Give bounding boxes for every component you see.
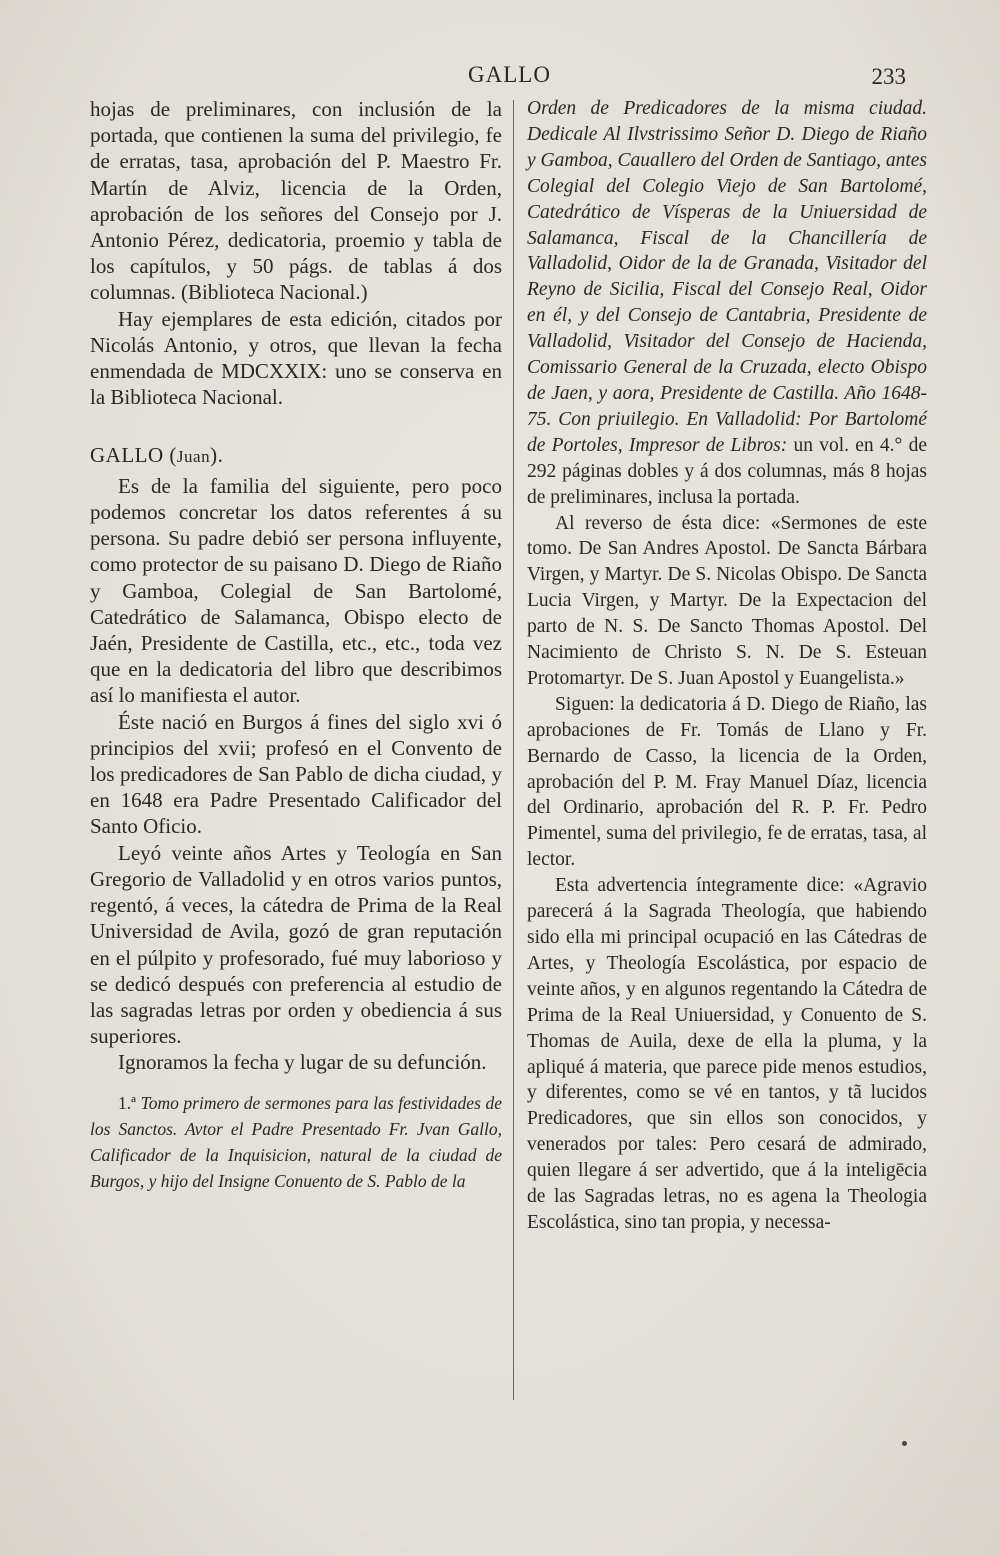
right-para-2: Siguen: la dedicatoria á D. Diego de Riaño, las aprobaciones de Fr. Tomás de Llano y Fr. Bernardo de Casso, la licencia de la Orden, aprobación del P. M. Fray Manuel Díaz, licencia del Ordinario, aprobación del R. P. Fr. Pedro Pimentel, suma del privilegio, fe de erratas, tasa, al lector. <box>527 693 927 871</box>
left-para-1: hojas de preliminares, con inclusión de la portada, que contienen la suma del privilegio, fe de erratas, tasa, aprobación del P. Maestro Fr. Martín de Alviz, licencia de la Orden, aprobación de los señores del Consejo por J. Antonio Pérez, dedicatoria, proemio y tabla de los capítulos, y 50 págs. de tablas á dos columnas. (Biblioteca Nacional.) <box>90 97 502 305</box>
heading-given-name: Juan <box>176 447 211 467</box>
entry-number: 1.ª <box>118 1092 136 1113</box>
heading-close: ). <box>210 443 224 468</box>
entry-title-cont: Orden de Predicadores de la misma ciudad. Dedicale Al Ilvstrissimo Señor D. Diego de Riaño y Gamboa, Cauallero del Orden de Santiago, antes Colegial del Colegio Viejo de San Bartolomé, Catedrático de Vísperas de la Uniuersidad de Salamanca, Fiscal de la Chancillería de Valladolid, Oidor de la de Granada, Visitador del Reyno de Sicilia, Fiscal del Consejo Real, Oidor en él, y del Consejo de Cantabria, Presidente de Valladolid, Visitador del Consejo de Hacienda, Comissario General de la Cruzada, electo Obispo de Jaen, y aora, Presidente de Castilla. Año 1648-75. Con priuilegio. En Valladolid: Por Bartolomé de Portoles, Impresor de Libros: <box>527 98 927 456</box>
left-para-4: Éste nació en Burgos á fines del siglo xvi ó principios del xvii; profesó en el Convento de los predicadores de San Pablo de dicha ciudad, y en 1648 era Padre Presentado Calificador del Santo Oficio. <box>90 709 502 839</box>
left-para-2: Hay ejemplares de esta edición, citados por Nicolás Antonio, y otros, que llevan la fecha enmendada de MDCXXIX: uno se conserva en la Biblioteca Nacional. <box>90 306 502 410</box>
entry-physical-description: un vol. en 4.° de 292 páginas dobles y á dos columnas, más 8 hojas de preliminares, inclusa la portada. <box>527 434 927 508</box>
running-title: GALLO <box>468 62 551 87</box>
heading-surname: GALLO ( <box>90 443 177 468</box>
entry-title: Tomo primero de sermones para las festividades de los Sanctos. Avtor el Padre Presentado Fr. Jvan Gallo, Calificador de la Inquisicion, natural de la ciudad de Burgos, y hijo del Insigne Conuento de S. Pablo de la <box>90 1092 503 1191</box>
ink-speck <box>902 1441 907 1446</box>
right-para-1: Al reverso de ésta dice: «Sermones de este tomo. De San Andres Apostol. De Sancta Bárbara Virgen, y Martyr. De S. Nicolas Obispo. De Sancta Lucia Virgen, y Martyr. De la Expectacion del parto de N. S. De Sancto Thomas Apostol. Del Nacimiento de Christo S. N. De S. Esteuan Protomartyr. De S. Juan Apostol y Euangelista.» <box>527 512 927 689</box>
left-para-6: Ignoramos la fecha y lugar de su defunción. <box>118 1050 487 1075</box>
entry-title-continued <box>527 96 927 511</box>
right-column <box>527 96 927 1236</box>
left-para-5: Leyó veinte años Artes y Teología en San Gregorio de Valladolid y en otros varios puntos, regentó, á veces, la cátedra de Prima de la Real Universidad de Avila, gozó de gran reputación en el púlpito y profesorado, fué muy laborioso y se dedicó después con preferencia al estudio de las sagradas letras por orden y obediencia á sus superiores. <box>90 840 502 1049</box>
page-number: 233 <box>871 64 906 89</box>
left-column <box>90 96 502 1194</box>
entry-heading <box>90 442 502 470</box>
bibliographic-entry <box>90 1090 502 1194</box>
running-head <box>0 62 1000 92</box>
left-para-3: Es de la familia del siguiente, pero poco podemos concretar los datos referentes á su persona. Su padre debió ser persona influyente, como protector de su paisano D. Diego de Riaño y Gamboa, Colegial de San Bartolomé, Catedrático de Salamanca, Obispo electo de Jaén, Presidente de Castilla, etc., etc., toda vez que en la dedicatoria del libro que describimos así lo manifiesta el autor. <box>90 473 502 708</box>
right-para-3: Esta advertencia íntegramente dice: «Agravio parecerá á la Sagrada Theología, que habiendo sido ella mi principal ocupació en las Cátedras de Artes, y Theología Escolástica, por espacio de veinte años, y en algunos regentando la Cátedra de Prima de la Real Uniuersidad, y Conuento de S. Thomas de Auila, dexe de ella la pluma, y la apliqué á materia, que parece pide menos estudios, y diferentes, como se vé en tantos, y tã lucidos Predicadores, que sin ellos son conocidos, y venerados por tales: Pero cesará de admirado, quien llegare á ser advertido, que á la inteligēcia de las Sagradas letras, no es agena la Theologia Escolástica, sino tan propia, y necessa- <box>527 875 927 1233</box>
column-divider <box>513 100 514 1400</box>
